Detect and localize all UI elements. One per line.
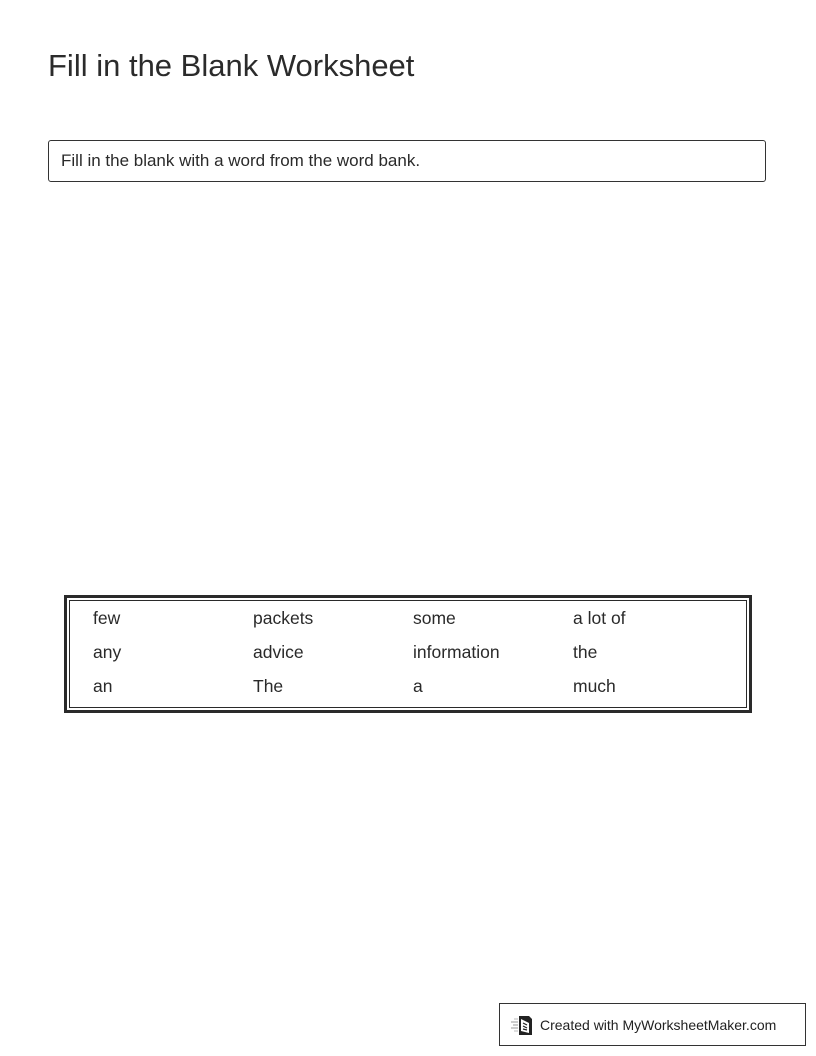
word-bank-item: an: [93, 676, 113, 696]
worksheet-logo-icon: [510, 1014, 534, 1036]
word-bank-item: information: [413, 642, 500, 662]
word-bank-item: a: [413, 676, 423, 696]
word-bank-item: any: [93, 642, 122, 662]
word-bank-item: some: [413, 608, 456, 628]
instructions-text: Fill in the blank with a word from the word bank.: [61, 151, 421, 170]
word-bank: [64, 595, 752, 713]
word-bank-item: The: [253, 676, 284, 696]
word-bank-item: packets: [253, 608, 314, 628]
word-bank-item: advice: [253, 642, 304, 662]
word-bank-item: few: [93, 608, 121, 628]
created-with-badge[interactable]: [499, 1003, 806, 1046]
page-title: Fill in the Blank Worksheet: [48, 48, 415, 83]
created-with-text: Created with MyWorksheetMaker.com: [540, 1016, 777, 1033]
word-bank-grid: [69, 600, 747, 708]
word-bank-item: a lot of: [573, 608, 626, 628]
word-bank-item: much: [573, 676, 616, 696]
instructions-box: [48, 140, 766, 182]
word-bank-item: the: [573, 642, 598, 662]
